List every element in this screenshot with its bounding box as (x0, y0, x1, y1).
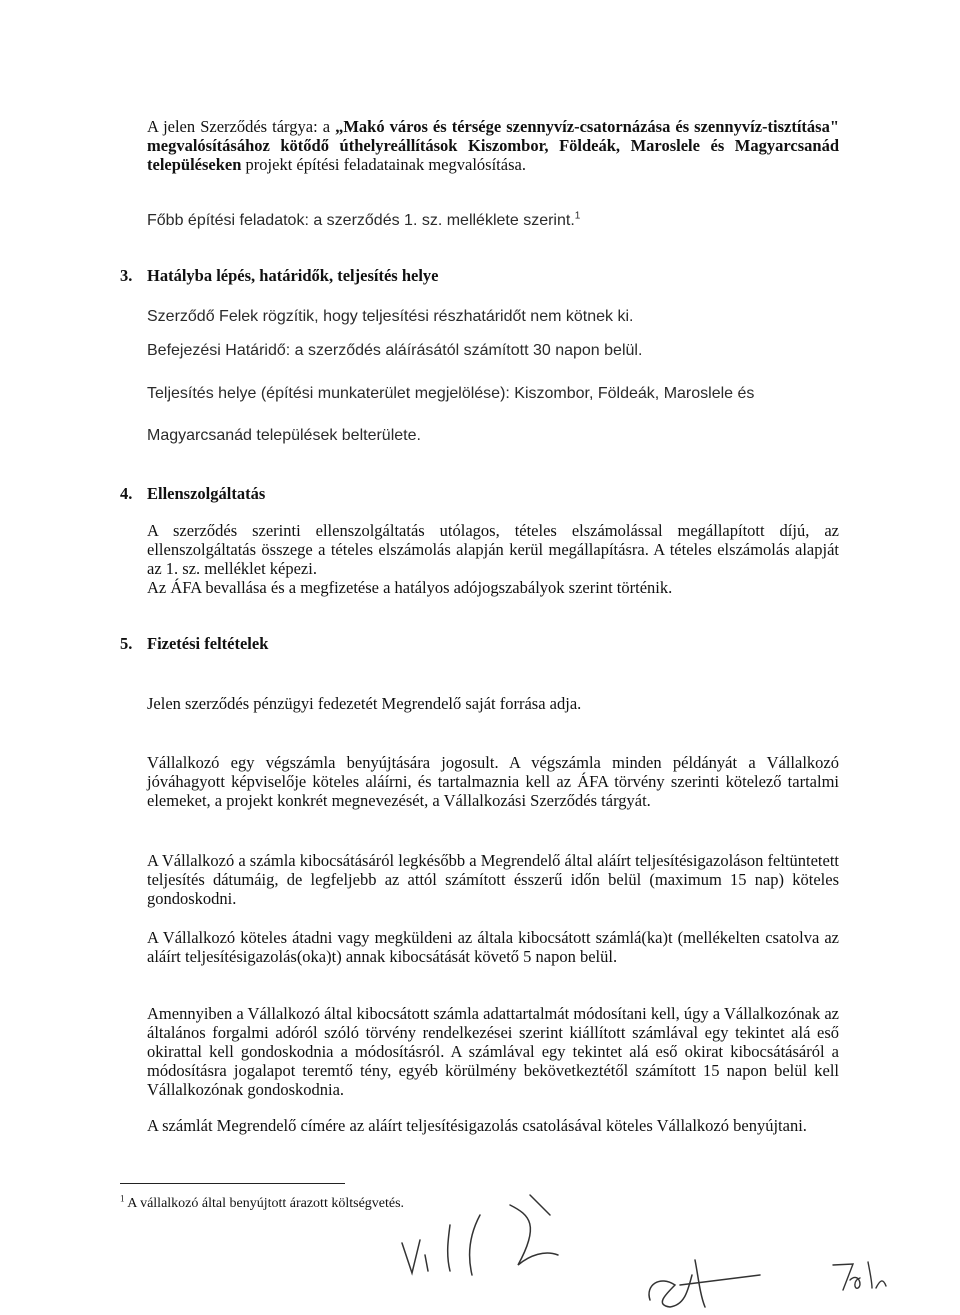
section-3-p1: Szerződő Felek rögzítik, hogy teljesítési részhatáridőt nem kötnek ki. (147, 308, 634, 325)
section-3-heading (120, 266, 438, 286)
section-3-title: Hatályba lépés, határidők, teljesítés helye (147, 266, 439, 285)
main-tasks-line (147, 211, 839, 230)
section-4-title: Ellenszolgáltatás (147, 484, 266, 503)
section-3-p3: Teljesítés helye (építési munkaterület megjelölése): Kiszombor, Földeák, Maroslele és (147, 385, 755, 402)
handwritten-mark (828, 1250, 898, 1300)
section-4-p2: Az ÁFA bevallása és a megfizetése a hatályos adójogszabályok szerint történik. (147, 578, 673, 597)
section-3-p2: Befejezési Határidő: a szerződés aláírásától számított 30 napon belül. (147, 342, 643, 359)
project-name: „Makó város és térsége szennyvíz-csatornázása és szennyvíz-tisztítása" megvalósításához kötődő úthelyreállítások Kiszombor, Földeák, Maroslele és Magyarcsanád településeken (147, 117, 839, 174)
section-4-p1: A szerződés szerinti ellenszolgáltatás utólagos, tételes elszámolással megállapított díjú, az ellenszolgáltatás összege a tételes elszámolás alapján kerül megállapításra. A tételes elszámolás alapját az 1. sz. melléklet képezi. (147, 521, 839, 578)
main-tasks-text: Főbb építési feladatok: a szerződés 1. sz. melléklete szerint. (147, 212, 575, 229)
handwritten-signature-contractor (390, 1185, 590, 1285)
section-5-number: 5. (120, 634, 133, 653)
footnote-text: A vállalkozó által benyújtott árazott költségvetés. (127, 1196, 405, 1211)
section-5-p1: Jelen szerződés pénzügyi fedezetét Megrendelő saját forrása adja. (147, 694, 582, 713)
section-5-p4: A Vállalkozó köteles átadni vagy megküldeni az általa kibocsátott számlá(ka)t (mellékelten csatolva az aláírt teljesítésigazolás(oka)t) annak kibocsátását követő 5 napon belül. (147, 928, 839, 966)
section-4-number: 4. (120, 484, 133, 503)
section-3-number: 3. (120, 266, 133, 285)
section-5-heading (120, 634, 268, 654)
intro-suffix: projekt építési feladatainak megvalósítása. (241, 155, 526, 174)
section-5-p6: A számlát Megrendelő címére az aláírt teljesítésigazolás csatolásával köteles Vállalkozó benyújtani. (147, 1116, 807, 1135)
section-5-p5: Amennyiben a Vállalkozó által kibocsátott számla adattartalmát módosítani kell, úgy a Vállalkozónak az általános forgalmi adóról szóló törvény rendelkezései szerint kiállított számlával egy tekintet alá eső okirattal kell gondoskodnia a módosításról. A számlával egy tekintet alá eső okirat kibocsátásáról a módosításra jogalapot teremtő tény, egyéb körülmény bekövetkeztétől számított 15 napon belül kell Vállalkozónak gondoskodnia. (147, 1004, 839, 1099)
footnote (120, 1193, 405, 1212)
footnote-ref: 1 (574, 210, 581, 222)
footnote-separator (120, 1183, 345, 1184)
section-5-title: Fizetési feltételek (147, 634, 269, 653)
intro-prefix: A jelen Szerződés tárgya: a (147, 117, 336, 136)
section-4-heading (120, 484, 265, 504)
footnote-mark: 1 (120, 1193, 125, 1204)
section-5-p2: Vállalkozó egy végszámla benyújtására jogosult. A végszámla minden példányát a Vállalkozó jóváhagyott képviselője köteles aláírni, és tartalmaznia kell az ÁFA törvény szerinti kötelező tartalmi elemeket, a projekt konkrét megnevezését, a Vállalkozási Szerződés tárgyát. (147, 753, 839, 810)
section-5-p3: A Vállalkozó a számla kibocsátásáról legkésőbb a Megrendelő által aláírt teljesítésigazoláson feltüntetett teljesítés dátumáig, de legfeljebb az attól számított ésszerű időn belül (maximum 15 nap) köteles gondoskodni. (147, 851, 839, 908)
section-3-p4: Magyarcsanád települések belterülete. (147, 427, 421, 444)
handwritten-initials (640, 1245, 770, 1315)
intro-paragraph (147, 117, 839, 174)
